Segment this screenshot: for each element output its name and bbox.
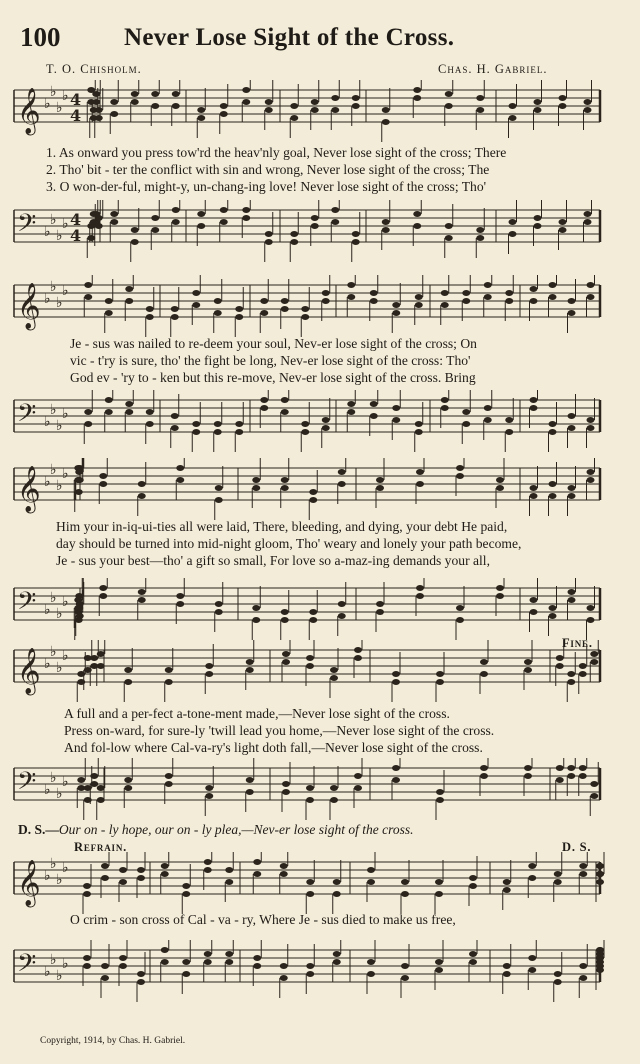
verse1-line2: Je - sus was nailed to re-deem your soul, Nev-er lose sight of the cross; On [70,336,477,351]
treble-staff-4 [0,640,640,710]
bass-staff-3 [0,578,640,648]
svg-text:♭: ♭ [44,96,51,112]
bass-staff-2 [0,390,640,460]
svg-text:♭: ♭ [50,402,57,418]
svg-text:♭: ♭ [50,462,57,478]
verse2-line1: 2. Tho' bit - ter the conflict with sin and wrong, Never lose sight of the cross; The [46,162,490,177]
svg-text:♭: ♭ [44,656,51,672]
svg-text:♭: ♭ [56,228,63,244]
svg-text:𝄞: 𝄞 [17,648,41,694]
svg-text:♭: ♭ [56,295,63,311]
verse3-line1: 3. O won-der-ful, might-y, un-chang-ing love! Never lose sight of the cross; Tho' [46,179,487,194]
svg-text:𝄞: 𝄞 [17,860,41,906]
svg-text:4: 4 [70,210,82,229]
treble-staff-2 [0,275,640,345]
svg-text:♭: ♭ [50,856,57,872]
verse1-line1: 1. As onward you press tow'rd the heav'nly goal, Never lose sight of the cross; There [46,145,507,160]
svg-text:𝄞: 𝄞 [17,283,41,329]
hymn-title: Never Lose Sight of the Cross. [124,24,455,51]
svg-text:♭: ♭ [44,964,51,980]
refrain-lyric-line: O crim - son cross of Cal - va - ry, Where Je - sus died to make us free, [70,912,456,927]
svg-text:♭: ♭ [56,872,63,888]
svg-text:♭: ♭ [50,590,57,606]
treble-staff-1 [0,80,640,150]
verse2-line4: Press on-ward, for sure-ly 'twill lead you home,—Never lose sight of the cross. [64,723,495,738]
bass-staff-4 [0,758,640,828]
svg-text:♭: ♭ [62,406,69,422]
svg-text:♭: ♭ [44,782,51,798]
svg-text:♭: ♭ [44,414,51,430]
author-credit: T. O. Chisholm. [46,62,142,76]
svg-text:♭: ♭ [56,418,63,434]
svg-text:♭: ♭ [62,956,69,972]
svg-text:♭: ♭ [50,212,57,228]
svg-text:♭: ♭ [50,84,57,100]
svg-text:♭: ♭ [62,466,69,482]
svg-text:♭: ♭ [62,283,69,299]
svg-text:♭: ♭ [50,644,57,660]
svg-text:𝄢: 𝄢 [17,949,37,984]
svg-text:♭: ♭ [56,968,63,984]
hymn-number: 100 [20,22,61,52]
verse3-line2: God ev - 'ry to - ken but this re-move, Nev-er lose sight of the cross. Bring [70,370,476,385]
verse1-line4: A full and a per-fect a-tone-ment made,—Never lose sight of the cross. [64,706,450,721]
svg-text:𝄞: 𝄞 [17,88,41,134]
svg-text:♭: ♭ [44,474,51,490]
svg-text:♭: ♭ [56,660,63,676]
svg-text:♭: ♭ [50,279,57,295]
verse3-line3: Je - sus your best—tho' a gift so small, For love so a-maz-ing demands your all, [56,553,490,568]
svg-text:♭: ♭ [56,606,63,622]
svg-text:♭: ♭ [44,868,51,884]
svg-text:♭: ♭ [62,860,69,876]
svg-text:𝄢: 𝄢 [17,399,37,434]
svg-text:♭: ♭ [62,216,69,232]
svg-text:♭: ♭ [62,648,69,664]
copyright-notice: Copyright, 1914, by Chas. H. Gabriel. [40,1036,186,1046]
fine-marking: Fine. [562,636,593,650]
svg-text:4: 4 [70,90,82,109]
svg-text:♭: ♭ [62,88,69,104]
svg-text:4: 4 [70,226,82,245]
svg-text:♭: ♭ [50,770,57,786]
composer-credit: Chas. H. Gabriel. [438,62,548,76]
bass-staff-1 [0,200,640,270]
svg-text:♭: ♭ [62,594,69,610]
svg-text:♭: ♭ [56,786,63,802]
ds-lyric-line: D. S.—Our on - ly hope, our on - ly plea,—Nev-er lose sight of the cross. [18,822,414,837]
svg-text:♭: ♭ [56,100,63,116]
svg-text:𝄢: 𝄢 [17,767,37,802]
svg-text:♭: ♭ [44,291,51,307]
svg-text:♭: ♭ [56,478,63,494]
verse2-line3: day should be turned into mid-night gloom, Tho' weary and lonely your path become, [56,536,522,551]
svg-text:♭: ♭ [44,224,51,240]
svg-text:4: 4 [70,106,82,125]
ds-marking: D. S. [562,840,592,854]
svg-text:𝄞: 𝄞 [17,466,41,512]
verse3-line4: And fol-low where Cal-va-ry's light doth fall,—Never lose sight of the cross. [64,740,483,755]
refrain-label: Refrain. [74,840,128,854]
svg-text:♭: ♭ [44,602,51,618]
verse1-line3: Him your in-iq-ui-ties all were laid, There, bleeding, and dying, your debt He paid, [56,519,508,534]
treble-staff-3 [0,458,640,528]
bass-staff-5 [0,940,640,1010]
verse2-line2: vic - t'ry is sure, tho' the fight be long, Nev-er lose sight of the cross: Tho' [70,353,471,368]
svg-text:𝄢: 𝄢 [17,587,37,622]
svg-text:♭: ♭ [50,952,57,968]
svg-text:♭: ♭ [62,774,69,790]
svg-text:𝄢: 𝄢 [17,209,37,244]
